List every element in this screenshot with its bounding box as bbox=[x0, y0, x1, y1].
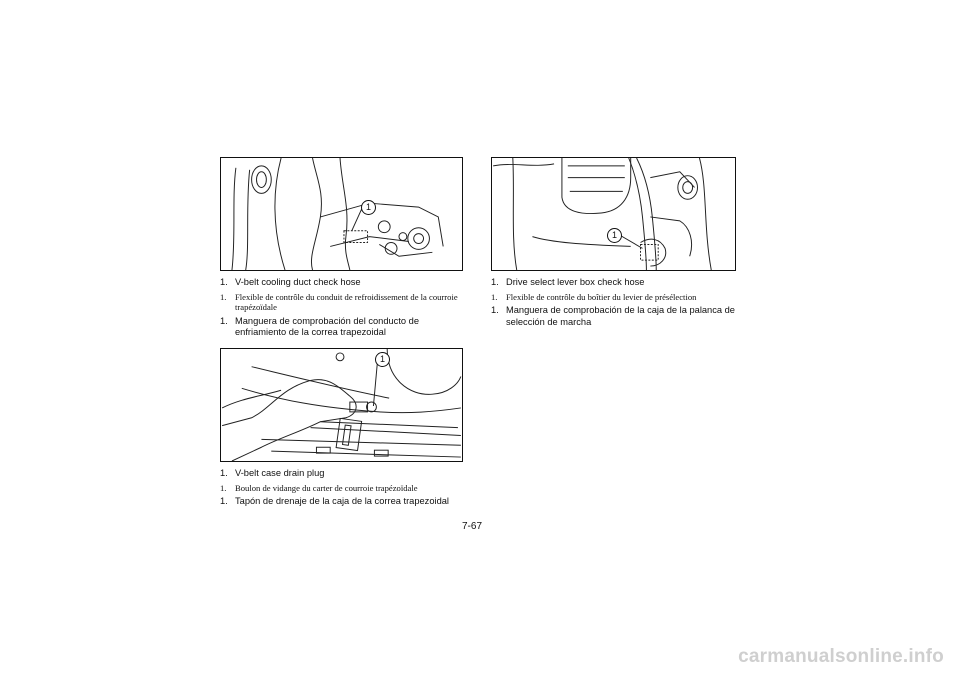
caption-es bbox=[220, 496, 468, 508]
caption-number: 1. bbox=[491, 291, 498, 302]
caption-text: Manguera de comprobación de la caja de la palanca de selección de marcha bbox=[506, 305, 735, 327]
caption-number: 1. bbox=[491, 305, 499, 315]
figure-1-callout: 1 bbox=[361, 200, 376, 215]
caption-fr bbox=[220, 483, 468, 494]
caption-text: Manguera de comprobación del conducto de enfriamiento de la correa trapezoidal bbox=[235, 315, 419, 337]
figure-2-callout: 1 bbox=[375, 352, 390, 367]
figure-2-captions bbox=[220, 468, 468, 511]
caption-es bbox=[220, 316, 468, 339]
figure-vbelt-drain-plug bbox=[220, 348, 463, 462]
page-number: 7-67 bbox=[462, 521, 483, 532]
caption-text: Boulon de vidange du carter de courroie trapézoïdale bbox=[235, 482, 418, 493]
caption-es bbox=[491, 305, 739, 328]
caption-fr bbox=[491, 292, 739, 303]
figure-drive-select-lever-box bbox=[491, 157, 736, 271]
illustration-drain-plug bbox=[221, 349, 462, 461]
caption-number: 1. bbox=[220, 468, 228, 478]
illustration-lever-box-hose bbox=[492, 158, 735, 270]
caption-number: 1. bbox=[220, 482, 227, 493]
caption-number: 1. bbox=[220, 291, 227, 302]
watermark: carmanualsonline.info bbox=[738, 646, 944, 667]
caption-text: Tapón de drenaje de la caja de la correa trapezoidal bbox=[235, 496, 449, 506]
caption-en bbox=[220, 277, 468, 289]
caption-text: Drive select lever box check hose bbox=[506, 277, 645, 287]
figure-3-captions bbox=[491, 277, 739, 331]
caption-text: V-belt cooling duct check hose bbox=[235, 277, 361, 287]
caption-text: Flexible de contrôle du boîtier du levier de présélection bbox=[506, 291, 697, 302]
caption-number: 1. bbox=[220, 315, 228, 326]
caption-fr bbox=[220, 292, 468, 313]
caption-text: V-belt case drain plug bbox=[235, 468, 325, 478]
caption-en bbox=[220, 468, 468, 480]
caption-number: 1. bbox=[220, 277, 228, 287]
figure-vbelt-cooling-duct bbox=[220, 157, 463, 271]
caption-en bbox=[491, 277, 739, 289]
illustration-cooling-duct-hose bbox=[221, 158, 462, 270]
caption-text: Flexible de contrôle du conduit de refroidissement de la courroie trapézoïdale bbox=[235, 291, 458, 312]
figure-3-callout: 1 bbox=[607, 228, 622, 243]
caption-number: 1. bbox=[220, 496, 228, 506]
figure-1-captions bbox=[220, 277, 468, 342]
caption-number: 1. bbox=[491, 277, 499, 287]
